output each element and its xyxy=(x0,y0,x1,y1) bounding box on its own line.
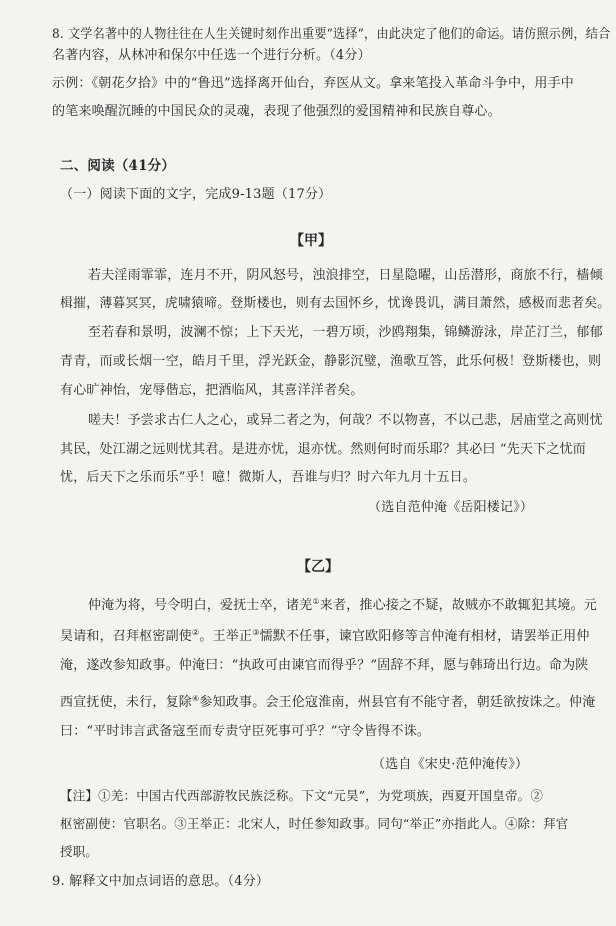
jia-heading: 【甲】 xyxy=(290,233,332,249)
yi-line-2 xyxy=(60,624,590,646)
yi-line-4-a: 西宣抚使，未行，复除 xyxy=(60,695,193,710)
jia-line-7: 其民，处江湖之远则忧其君。是进亦忧，退亦忧。然则何时而乐耶？其必曰 “先天下之忧而 xyxy=(60,442,586,457)
note-marker-2: ② xyxy=(192,628,200,637)
q8-line-2: 名著内容，从林冲和保尔中任选一个进行分析。（4分） xyxy=(52,48,371,63)
jia-line-8: 忧，后天下之乐而乐”乎！噫！微斯人，吾谁与归？时六年九月十五日。 xyxy=(60,470,477,485)
yi-source: （选自《宋史·范仲淹传》） xyxy=(372,757,529,772)
section-subtitle: （一）阅读下面的文字，完成9-13题（17分） xyxy=(60,187,332,202)
notes-line-2: 枢密副使：官职名。③王举正：北宋人，时任参知政事。同句“举正”亦指此人。④除：拜官 xyxy=(60,816,569,831)
yi-line-5: 曰：“平时讳言武备寇至而专责守臣死事可乎？”守令皆得不诛。 xyxy=(60,724,431,739)
jia-line-4: 青青，而或长烟一空，皓月千里，浮光跃金，静影沉璧，渔歌互答，此乐何极！登斯楼也，则 xyxy=(60,354,602,369)
yi-line-1 xyxy=(88,593,597,615)
yi-line-1-a: 仲淹为将，号令明白，爱抚士卒，诸羌 xyxy=(88,598,313,613)
yi-heading: 【乙】 xyxy=(297,559,339,575)
notes-line-3: 授职。 xyxy=(60,844,99,859)
yi-line-4-b: 参知政事。会王伦寇淮南，州县官有不能守者，朝廷欲按诛之。仲淹 xyxy=(199,695,596,710)
q8-line-1: 8. 文学名著中的人物往往在人生关键时刻作出重要“选择”，由此决定了他们的命运。请仿照示例，结合 xyxy=(52,27,611,42)
q8-example-line-2: 的笔来唤醒沉睡的中国民众的灵魂，表现了他强烈的爱国精神和民族自尊心。 xyxy=(52,104,501,119)
note-marker-4: ④ xyxy=(192,694,200,703)
yi-line-1-b: 来者，推心接之不疑，故贼亦不敢辄犯其境。元 xyxy=(319,598,597,613)
jia-line-6: 嗟夫！予尝求古仁人之心，或异二者之为，何哉？不以物喜，不以己悲，居庙堂之高则忧 xyxy=(88,413,603,428)
jia-line-2: 楫摧，薄暮冥冥，虎啸猿啼。登斯楼也，则有去国怀乡，忧谗畏讥，满目萧然，感极而悲者矣。 xyxy=(60,296,611,311)
jia-line-3: 至若春和景明，波澜不惊；上下天光，一碧万顷，沙鸥翔集，锦鳞游泳，岸芷汀兰，郁郁 xyxy=(88,325,603,340)
jia-source: （选自范仲淹《岳阳楼记》） xyxy=(368,500,534,515)
note-marker-1: ① xyxy=(312,597,320,606)
notes-line-1: 【注】①羌：中国古代西部游牧民族泛称。下文“元昊”，为党项族，西夏开国皇帝。② xyxy=(60,788,544,803)
jia-line-1: 若夫淫雨霏霏，连月不开，阴风怒号，浊浪排空，日星隐曜，山岳潜形，商旅不行，樯倾 xyxy=(88,268,603,283)
yi-line-2-c: 懦默不任事，谏官欧阳修等言仲淹有相材，请罢举正用仲 xyxy=(259,629,590,644)
yi-line-4 xyxy=(60,690,595,712)
q9-prompt: 9. 解释文中加点词语的意思。（4分） xyxy=(52,874,270,889)
yi-line-3: 淹，遂改参知政事。仲淹曰：“执政可由谏官而得乎？”固辞不拜，愿与韩琦出行边。命为陕 xyxy=(60,658,589,673)
note-marker-3: ③ xyxy=(252,628,260,637)
yi-line-2-a: 昊请和，召拜枢密副使 xyxy=(60,629,193,644)
q8-example-line-1: 示例：《朝花夕拾》中的“鲁迅”选择离开仙台，弃医从文。拿来笔投入革命斗争中，用手中 xyxy=(52,76,574,91)
section-title: 二、阅读（41分） xyxy=(60,158,176,174)
yi-line-2-b: 。王举正 xyxy=(199,629,253,644)
jia-line-5: 有心旷神怡，宠辱偕忘，把酒临风，其喜洋洋者矣。 xyxy=(60,383,364,398)
